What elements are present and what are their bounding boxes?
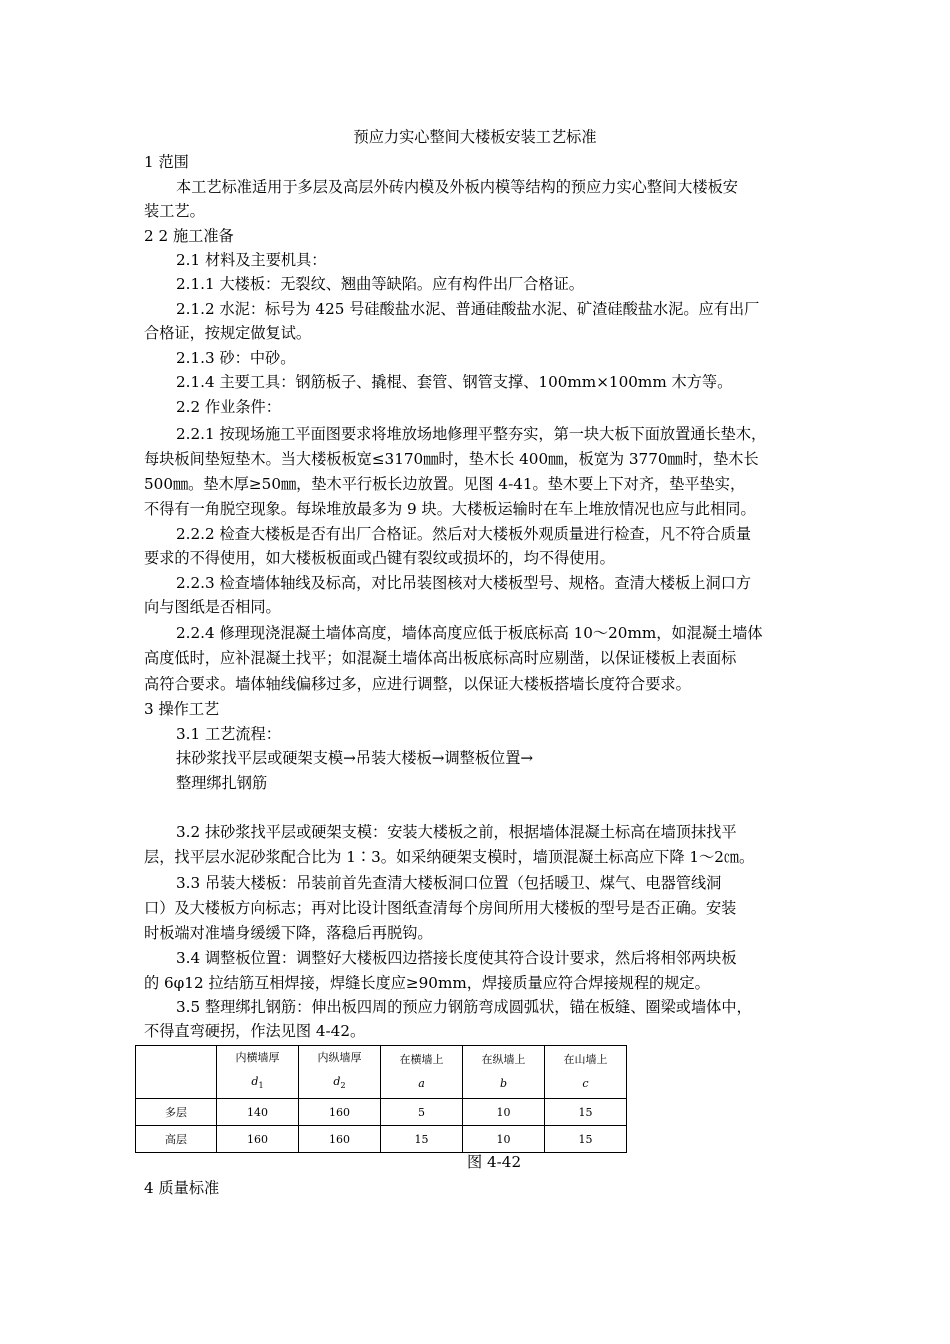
table-cell: 10 [463,1099,545,1126]
table-cell: 160 [217,1126,299,1153]
paragraph-line: 层，找平层水泥砂浆配合比为 1∶3。如采纳硬架支模时，墙顶混凝土标高应下降 1～2㎝。 [144,848,755,866]
figure-caption: 图 4-42 [467,1153,522,1171]
section-heading: 2 2 施工准备 [144,227,234,245]
paragraph-line: 2.1.3 砂：中砂。 [176,349,296,367]
section-heading: 1 范围 [144,153,189,171]
table-header-row [136,1046,627,1099]
paragraph-line: 2.1.1 大楼板：无裂纹、翘曲等缺陷。应有构件出厂合格证。 [176,275,584,293]
table-cell: 15 [545,1126,627,1153]
paragraph-line: 2.2.1 按现场施工平面图要求将堆放场地修理平整夯实，第一块大板下面放置通长垫木， [176,425,767,443]
table-row [136,1126,627,1153]
paragraph-line: 不得直弯硬拐，作法见图 4-42。 [144,1022,366,1040]
process-flow-line: 抹砂浆找平层或硬架支模→吊装大楼板→调整板位置→ [176,749,534,767]
subsection-heading: 2.1 材料及主要机具： [176,251,327,269]
table-cell: 5 [381,1099,463,1126]
paragraph-line: 时板端对准墙身缓缓下降，落稳后再脱钩。 [144,924,433,942]
document-title: 预应力实心整间大楼板安装工艺标准 [353,128,597,146]
paragraph-line: 3.2 抹砂浆找平层或硬架支模：安装大楼板之前，根据墙体混凝土标高在墙顶抹找平 [176,823,737,841]
paragraph-line: 2.2.4 修理现浇混凝土墙体高度，墙体高度应低于板底标高 10～20mm，如混凝土墙体 [176,624,763,642]
paragraph-line: 的 6φ12 拉结筋互相焊接，焊缝长度应≥90mm，焊接质量应符合焊接规程的规定。 [144,974,710,992]
paragraph-line: 每块板间垫短垫木。当大楼板板宽≤3170㎜时，垫木长 400㎜，板宽为 3770㎜时，垫木长 [144,450,759,468]
paragraph-line: 3.5 整理绑扎钢筋：伸出板四周的预应力钢筋弯成圆弧状，锚在板缝、圈梁或墙体中， [176,998,752,1016]
table-cell: 15 [545,1099,627,1126]
section-heading: 3 操作工艺 [144,700,220,718]
table-cell: 10 [463,1126,545,1153]
paragraph-line: 高度低时，应补混凝土找平；如混凝土墙体高出板底标高时应剔凿，以保证楼板上表面标 [144,649,737,667]
table-header-cell: 在纵墙上 b [463,1046,545,1099]
paragraph-line: 2.1.4 主要工具：钢筋板子、撬棍、套管、钢管支撑、100mm×100mm 木方等。 [176,373,733,391]
table-cell: 140 [217,1099,299,1126]
table-corner-cell [136,1046,217,1099]
table-header-cell: 内纵墙厚 $d_2$ [299,1046,381,1099]
table-row-label: 多层 [136,1099,217,1126]
table-header-cell: 内横墙厚 $d_1$ [217,1046,299,1099]
paragraph-line: 口）及大楼板方向标志；再对比设计图纸查清每个房间所用大楼板的型号是否正确。安装 [144,899,737,917]
section-heading: 4 质量标准 [144,1179,220,1197]
paragraph-line: 向与图纸是否相同。 [144,598,281,616]
paragraph-line: 高符合要求。墙体轴线偏移过多，应进行调整，以保证大楼板搭墙长度符合要求。 [144,675,691,693]
paragraph-line: 500㎜。垫木厚≥50㎜，垫木平行板长边放置。见图 4-41。垫木要上下对齐，垫平垫实， [144,475,746,493]
process-flow-line: 整理绑扎钢筋 [176,774,268,792]
paragraph-line: 3.4 调整板位置：调整好大楼板四边搭接长度使其符合设计要求，然后将相邻两块板 [176,949,737,967]
table-cell: 160 [299,1099,381,1126]
paragraph-line: 2.2.2 检查大楼板是否有出厂合格证。然后对大楼板外观质量进行检查，凡不符合质量 [176,525,752,543]
table-row [136,1099,627,1126]
paragraph-line: 3.3 吊装大楼板：吊装前首先查清大楼板洞口位置（包括暖卫、煤气、电器管线洞 [176,874,722,892]
table-header-cell: 在横墙上 a [381,1046,463,1099]
subsection-heading: 3.1 工艺流程： [176,725,281,743]
dimension-table [135,1045,627,1153]
table-header-cell: 在山墙上 c [545,1046,627,1099]
table-cell: 15 [381,1126,463,1153]
paragraph-line: 要求的不得使用，如大楼板板面或凸键有裂纹或损坏的，均不得使用。 [144,549,615,567]
paragraph-line: 本工艺标准适用于多层及高层外砖内模及外板内模等结构的预应力实心整间大楼板安 [176,178,738,196]
paragraph-line: 2.2.3 检查墙体轴线及标高，对比吊装图核对大楼板型号、规格。查清大楼板上洞口方 [176,574,752,592]
subsection-heading: 2.2 作业条件： [176,398,281,416]
paragraph-line: 不得有一角脱空现象。每垛堆放最多为 9 块。大楼板运输时在车上堆放情况也应与此相同。 [144,500,756,518]
paragraph-line: 合格证，按规定做复试。 [144,324,312,342]
table-cell: 160 [299,1126,381,1153]
table-row-label: 高层 [136,1126,217,1153]
paragraph-line: 2.1.2 水泥：标号为 425 号硅酸盐水泥、普通硅酸盐水泥、矿渣硅酸盐水泥。应有出厂 [176,300,760,318]
paragraph-line: 装工艺。 [144,202,205,220]
